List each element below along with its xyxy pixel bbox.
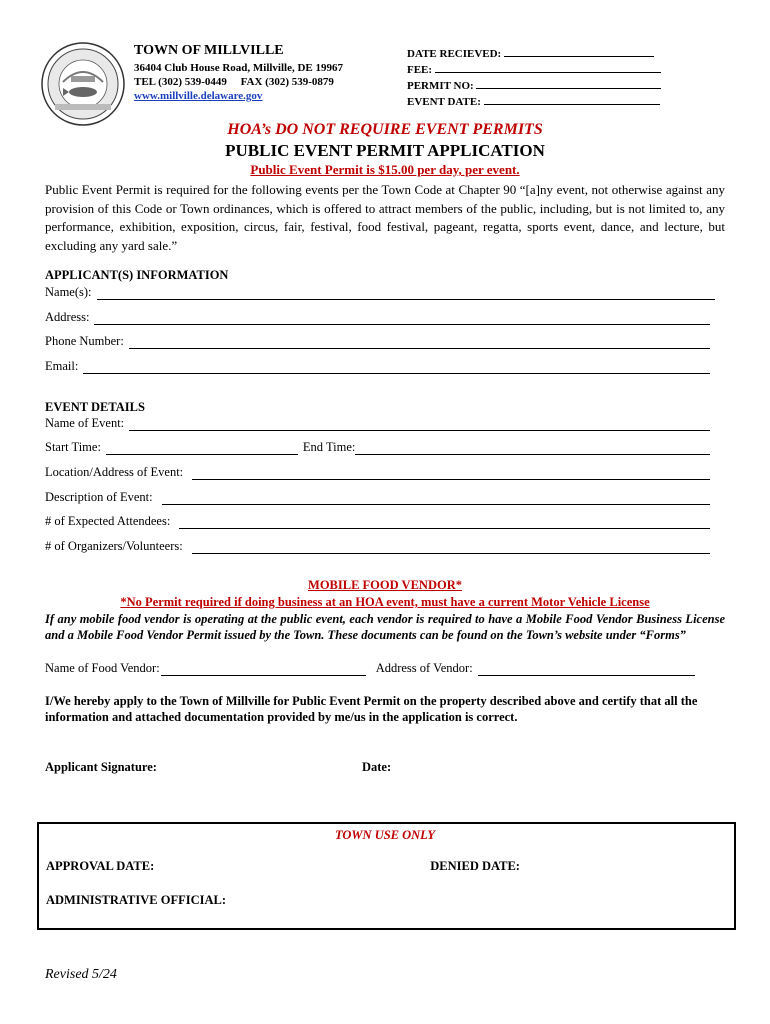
town-address: 36404 Club House Road, Millville, DE 19967	[134, 62, 344, 74]
applicant-names-field[interactable]	[45, 285, 715, 300]
event-name-label: Name of Event:	[45, 416, 125, 430]
food-vendor-instructions: If any mobile food vendor is operating at the public event, each vendor is required to have a Mobile Food Vendor Business License and a Mobile Food Vendor Permit issued by the Town. These documents can be found on the Town’s website under “Forms”	[45, 612, 725, 642]
event-time-row	[45, 440, 710, 455]
event-location-field[interactable]	[45, 465, 710, 480]
form-title: PUBLIC EVENT PERMIT APPLICATION	[225, 141, 545, 160]
signature-label: Applicant Signature:	[45, 760, 157, 774]
vendor-name-label: Name of Food Vendor:	[45, 661, 160, 675]
organizers-label: # of Organizers/Volunteers:	[45, 539, 183, 553]
food-vendor-heading: MOBILE FOOD VENDOR*	[308, 578, 462, 592]
date-received-field[interactable]	[407, 45, 661, 61]
start-time-input[interactable]	[106, 443, 298, 455]
applicant-address-field[interactable]	[45, 310, 710, 325]
end-time-input[interactable]	[355, 443, 710, 455]
food-vendor-row	[45, 661, 695, 676]
signature-row	[45, 760, 646, 775]
permit-no-field[interactable]	[407, 77, 661, 93]
town-name: TOWN OF MILLVILLE	[134, 43, 284, 58]
fee-notice: Public Event Permit is $15.00 per day, per event.	[250, 162, 520, 177]
permit-no-label: PERMIT NO:	[407, 80, 474, 92]
date-received-label: DATE RECIEVED:	[407, 48, 502, 60]
hoa-notice-title: HOA’s DO NOT REQUIRE EVENT PERMITS	[227, 121, 543, 138]
expected-attendees-field[interactable]	[45, 514, 710, 529]
email-label: Email:	[45, 359, 79, 373]
vendor-name-input[interactable]	[161, 664, 366, 676]
address-label: Address:	[45, 310, 90, 324]
start-time-label: Start Time:	[45, 440, 101, 454]
phone-label: Phone Number:	[45, 334, 124, 348]
location-label: Location/Address of Event:	[45, 465, 184, 479]
town-website-link[interactable]: www.millville.delaware.gov	[134, 90, 263, 102]
names-label: Name(s):	[45, 285, 92, 299]
approval-date-label: APPROVAL DATE:	[46, 859, 155, 873]
event-date-label: EVENT DATE:	[407, 96, 481, 108]
fee-field[interactable]	[407, 61, 661, 77]
intro-paragraph: Public Event Permit is required for the following events per the Town Code at Chapter 90 “[a]ny event, not otherwise against any provision of this Code or Town ordinances, which is offered to attract members of the public, including, but is not limited to, any performance, exhibition, exposition, circus, fair, festival, food festival, pageant, regatta, sports event, dance, and lecture, but excluding any yard sale.”	[45, 182, 725, 253]
signature-date-label: Date:	[361, 760, 392, 774]
official-label: ADMINISTRATIVE OFFICIAL:	[46, 893, 226, 907]
vendor-address-input[interactable]	[478, 664, 695, 676]
description-label: Description of Event:	[45, 490, 153, 504]
food-vendor-note: *No Permit required if doing business at an HOA event, must have a current Motor Vehicle License	[120, 595, 650, 609]
certification-statement: I/We hereby apply to the Town of Millville for Public Event Permit on the property described above and certify that all the information and attached documentation provided by me/us in the application is correct.	[45, 694, 698, 724]
attendees-label: # of Expected Attendees:	[45, 514, 171, 528]
event-section-heading: EVENT DETAILS	[45, 400, 145, 414]
revision-note: Revised 5/24	[45, 967, 117, 982]
event-description-field[interactable]	[45, 490, 710, 505]
office-fields	[407, 45, 661, 109]
applicant-section-heading: APPLICANT(S) INFORMATION	[45, 268, 229, 282]
town-phone-fax: TEL (302) 539-0449 FAX (302) 539-0879	[134, 76, 334, 88]
applicant-phone-field[interactable]	[45, 334, 710, 349]
town-seal-logo	[41, 42, 125, 126]
vendor-address-label: Address of Vendor:	[375, 661, 473, 675]
denied-date-label: DENIED DATE:	[430, 859, 520, 873]
applicant-email-field[interactable]	[45, 359, 710, 374]
event-name-field[interactable]	[45, 416, 710, 431]
official-row	[46, 893, 684, 908]
town-header	[134, 43, 343, 103]
fee-label: FEE:	[407, 64, 433, 76]
approval-denied-row	[46, 859, 678, 874]
event-date-field[interactable]	[407, 93, 661, 109]
end-time-label: End Time:	[302, 440, 356, 454]
organizers-field[interactable]	[45, 539, 710, 554]
town-use-title: TOWN USE ONLY	[334, 828, 435, 842]
